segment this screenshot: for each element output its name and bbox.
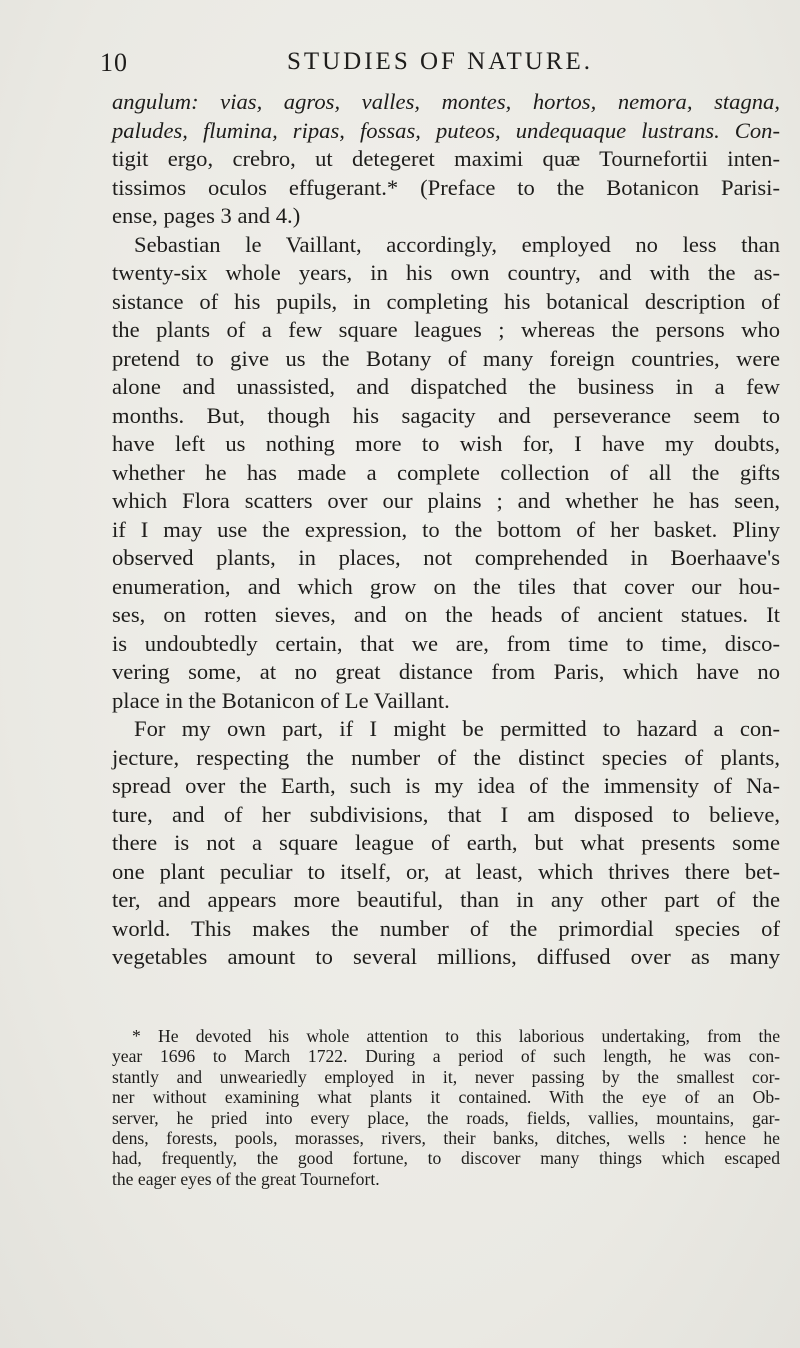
text-line: world. This makes the number of the primordial species of [112,915,780,941]
text-line: which Flora scatters over our plains ; and whether he has seen, [112,488,780,513]
footnote-line: ner without examining what plants it contained. With the eye of an Ob- [112,1087,780,1108]
footnote-line: year 1696 to March 1722. During a period of such length, he was con- [112,1046,780,1067]
footnote-line: dens, forests, pools, morasses, rivers, their banks, ditches, wells : hence he [112,1128,780,1149]
text-line: jecture, respecting the number of the distinct species of plants, [112,744,780,770]
footnote [112,1026,780,1189]
text-line: months. But, though his sagacity and perseverance seem to [112,402,780,428]
text-line: if I may use the expression, to the bottom of her basket. Pliny [112,516,780,542]
text-line: tigit ergo, crebro, ut detegeret maximi quæ Tournefortii inten- [112,146,780,171]
running-title: STUDIES OF NATURE. [286,48,594,75]
text-line: have left us nothing more to wish for, I have my doubts, [112,431,780,456]
paragraph-start-line: For my own part, if I might be permitted to hazard a con- [134,716,780,741]
text-line: vering some, at no great distance from Paris, which have no [112,659,780,684]
text-line: enumeration, and which grow on the tiles that cover our hou- [112,573,780,599]
text-line: ter, and appears more beautiful, than in any other part of the [112,887,780,912]
text-line: whether he has made a complete collection of all the gifts [112,459,780,485]
footnote-line: * He devoted his whole attention to this laborious undertaking, from the [132,1026,780,1046]
text-line: ses, on rotten sieves, and on the heads of ancient statues. It [112,602,780,627]
page-header [100,48,780,88]
text-line: observed plants, in places, not comprehended in Boerhaave's [112,545,780,570]
text-line: tissimos oculos effugerant.* (Preface to the Botanicon Parisi- [112,174,780,200]
footnote-line: server, he pried into every place, the roads, fields, vallies, mountains, gar- [112,1107,780,1128]
text-line: sistance of his pupils, in completing his botanical description of [112,288,780,314]
text-line: there is not a square league of earth, but what presents some [112,830,780,855]
text-line: place in the Botanicon of Le Vaillant. [112,687,450,713]
footnote-line: stantly and unweariedly employed in it, never passing by the smallest cor- [112,1066,780,1087]
page-number: 10 [100,48,128,77]
text-line: one plant peculiar to itself, or, at least, which thrives there bet- [112,858,780,884]
footnote-line: had, frequently, the good fortune, to discover many things which escaped [112,1148,780,1169]
text-line: ture, and of her subdivisions, that I am disposed to believe, [112,801,780,827]
text-line: pretend to give us the Botany of many foreign countries, were [112,345,780,371]
footnote-line: the eager eyes of the great Tournefort. [112,1168,380,1189]
text-line: twenty-six whole years, in his own country, and with the as- [112,260,780,285]
body-text [112,88,780,972]
text-line: ense, pages 3 and 4.) [112,203,301,228]
text-line: angulum: vias, agros, valles, montes, hortos, nemora, stagna, [112,89,780,114]
text-line: spread over the Earth, such is my idea of the immensity of Na- [112,773,780,798]
text-line: alone and unassisted, and dispatched the business in a few [112,374,780,399]
text-line: vegetables amount to several millions, diffused over as many [112,944,780,969]
paragraph-start-line: Sebastian le Vaillant, accordingly, employed no less than [134,231,780,257]
text-line: the plants of a few square leagues ; whereas the persons who [112,317,780,342]
text-line: is undoubtedly certain, that we are, from time to time, disco- [112,630,780,656]
text-line: paludes, flumina, ripas, fossas, puteos, undequaque lustrans. Con- [112,117,780,143]
